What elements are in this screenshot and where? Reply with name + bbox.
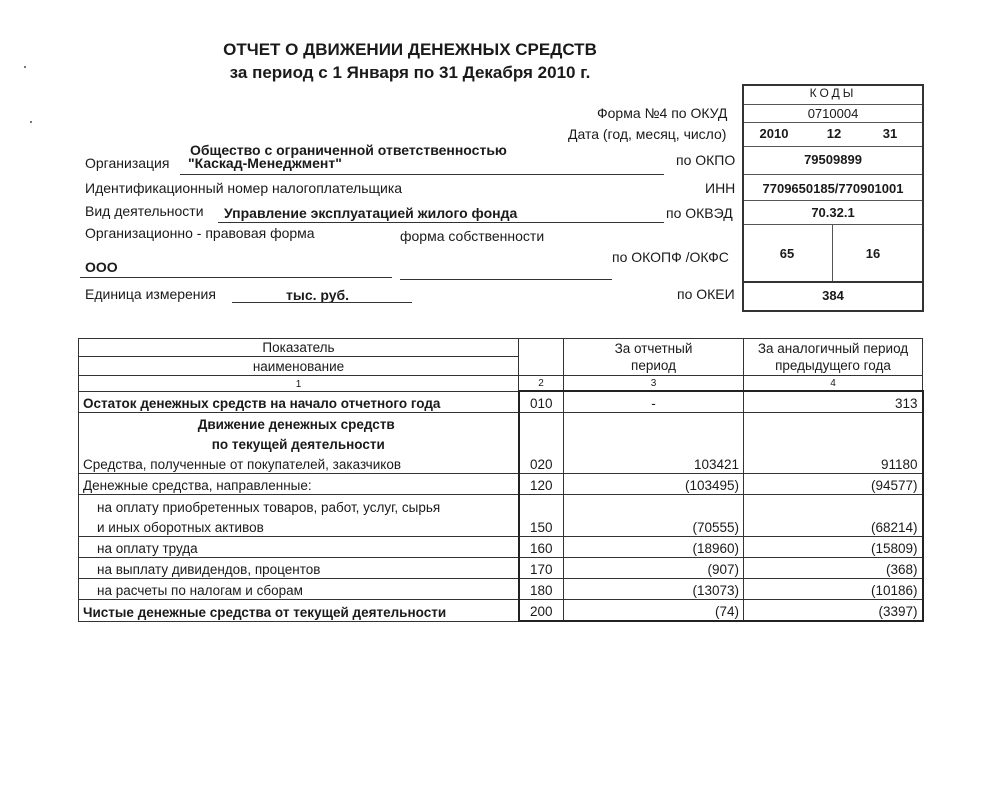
section-heading-line2: по текущей деятельности [79, 433, 519, 453]
row-code: 160 [519, 537, 564, 558]
report-title: ОТЧЕТ О ДВИЖЕНИИ ДЕНЕЖНЫХ СРЕДСТВ [223, 40, 597, 59]
row-current: (74) [564, 600, 744, 622]
table-row [79, 600, 923, 622]
code-day: 31 [882, 126, 898, 141]
row-name: Средства, полученные от покупателей, заказчиков [79, 453, 519, 474]
code-inn: 7709650185/770901001 [762, 181, 904, 196]
code-okfs: 16 [865, 246, 881, 261]
code-okved: 70.32.1 [811, 205, 855, 220]
row-name: и иных оборотных активов [79, 516, 519, 537]
row-previous: (94577) [744, 474, 923, 495]
row-code: 200 [519, 600, 564, 622]
row-previous: (15809) [744, 537, 923, 558]
code-year: 2010 [759, 126, 789, 141]
row-code: 010 [519, 391, 564, 413]
col-previous-header: За аналогичный период предыдущего года [744, 339, 923, 376]
row-current: - [564, 391, 744, 413]
scan-speck [24, 66, 26, 68]
okopf-label: по ОКОПФ /ОКФС [612, 249, 729, 265]
code-month: 12 [826, 126, 842, 141]
row-code: 120 [519, 474, 564, 495]
row-name: Остаток денежных средств на начало отчетного года [79, 391, 519, 413]
row-current: (103495) [564, 474, 744, 495]
org-name-line2: "Каскад-Менеджмент" [188, 155, 342, 171]
row-code: 170 [519, 558, 564, 579]
okpo-label: по ОКПО [676, 152, 736, 168]
table-row [79, 433, 923, 453]
cash-flow-table [78, 338, 924, 622]
row-code: 180 [519, 579, 564, 600]
date-label: Дата (год, месяц, число) [568, 126, 727, 142]
row-name: на оплату труда [79, 537, 519, 558]
unit-underline [232, 302, 412, 303]
row-code: 020 [519, 453, 564, 474]
idx-4: 4 [744, 376, 923, 392]
row-current: (13073) [564, 579, 744, 600]
table-row [79, 558, 923, 579]
codes-header: КОДЫ [809, 86, 857, 100]
ownership-underline [400, 279, 612, 280]
org-name-line1: Общество с ограниченной ответственностью [190, 142, 507, 158]
table-row [79, 474, 923, 495]
org-underline [180, 174, 664, 175]
row-current: (907) [564, 558, 744, 579]
row-previous: 91180 [744, 453, 923, 474]
row-current: 103421 [564, 453, 744, 474]
row-name: Чистые денежные средства от текущей деятельности [79, 600, 519, 622]
code-okpo: 79509899 [804, 152, 862, 167]
row-name: на выплату дивидендов, процентов [79, 558, 519, 579]
codes-box [742, 84, 924, 312]
code-okopf: 65 [779, 246, 795, 261]
report-period: за период с 1 Января по 31 Декабря 2010 г. [229, 63, 591, 82]
unit-label: Единица измерения [85, 286, 216, 302]
row-name: на расчеты по налогам и сборам [79, 579, 519, 600]
code-okei: 384 [822, 288, 844, 303]
row-previous: (10186) [744, 579, 923, 600]
table-row [79, 537, 923, 558]
activity-label: Вид деятельности [85, 203, 204, 219]
legal-form-value: ООО [85, 259, 118, 275]
legal-form-underline [80, 277, 392, 278]
table-row [79, 391, 923, 413]
inn-label: ИНН [705, 180, 736, 196]
org-label: Организация [85, 155, 170, 171]
row-previous: (368) [744, 558, 923, 579]
okei-label: по ОКЕИ [677, 286, 735, 302]
row-previous: (68214) [744, 516, 923, 537]
inn-description: Идентификационный номер налогоплательщика [85, 180, 403, 196]
section-heading-line1: Движение денежных средств [79, 413, 519, 434]
row-current: (18960) [564, 537, 744, 558]
col-name-header: наименование [79, 357, 519, 376]
legal-form-label: Организационно - правовая форма [85, 225, 315, 241]
form-okud-label: Форма №4 по ОКУД [597, 105, 728, 121]
table-row [79, 413, 923, 434]
okved-label: по ОКВЭД [666, 205, 733, 221]
activity-underline [218, 222, 664, 223]
code-okud: 0710004 [807, 106, 859, 121]
table-row [79, 453, 923, 474]
ownership-label: форма собственности [400, 228, 545, 244]
table-row [79, 579, 923, 600]
idx-2: 2 [519, 376, 564, 392]
row-previous: (3397) [744, 600, 923, 622]
table-row [79, 516, 923, 537]
unit-value: тыс. руб. [286, 287, 350, 303]
row-previous: 313 [744, 391, 923, 413]
col-indicator-header: Показатель [79, 339, 519, 357]
activity-value: Управление эксплуатацией жилого фонда [224, 205, 518, 221]
table-row [79, 495, 923, 517]
idx-1: 1 [79, 376, 519, 392]
row-name-line1: на оплату приобретенных товаров, работ, услуг, сырья [79, 495, 519, 517]
col-current-header: За отчетный период [564, 339, 744, 376]
row-code: 150 [519, 516, 564, 537]
scan-speck [30, 121, 32, 123]
row-name: Денежные средства, направленные: [79, 474, 519, 495]
row-current: (70555) [564, 516, 744, 537]
idx-3: 3 [564, 376, 744, 392]
